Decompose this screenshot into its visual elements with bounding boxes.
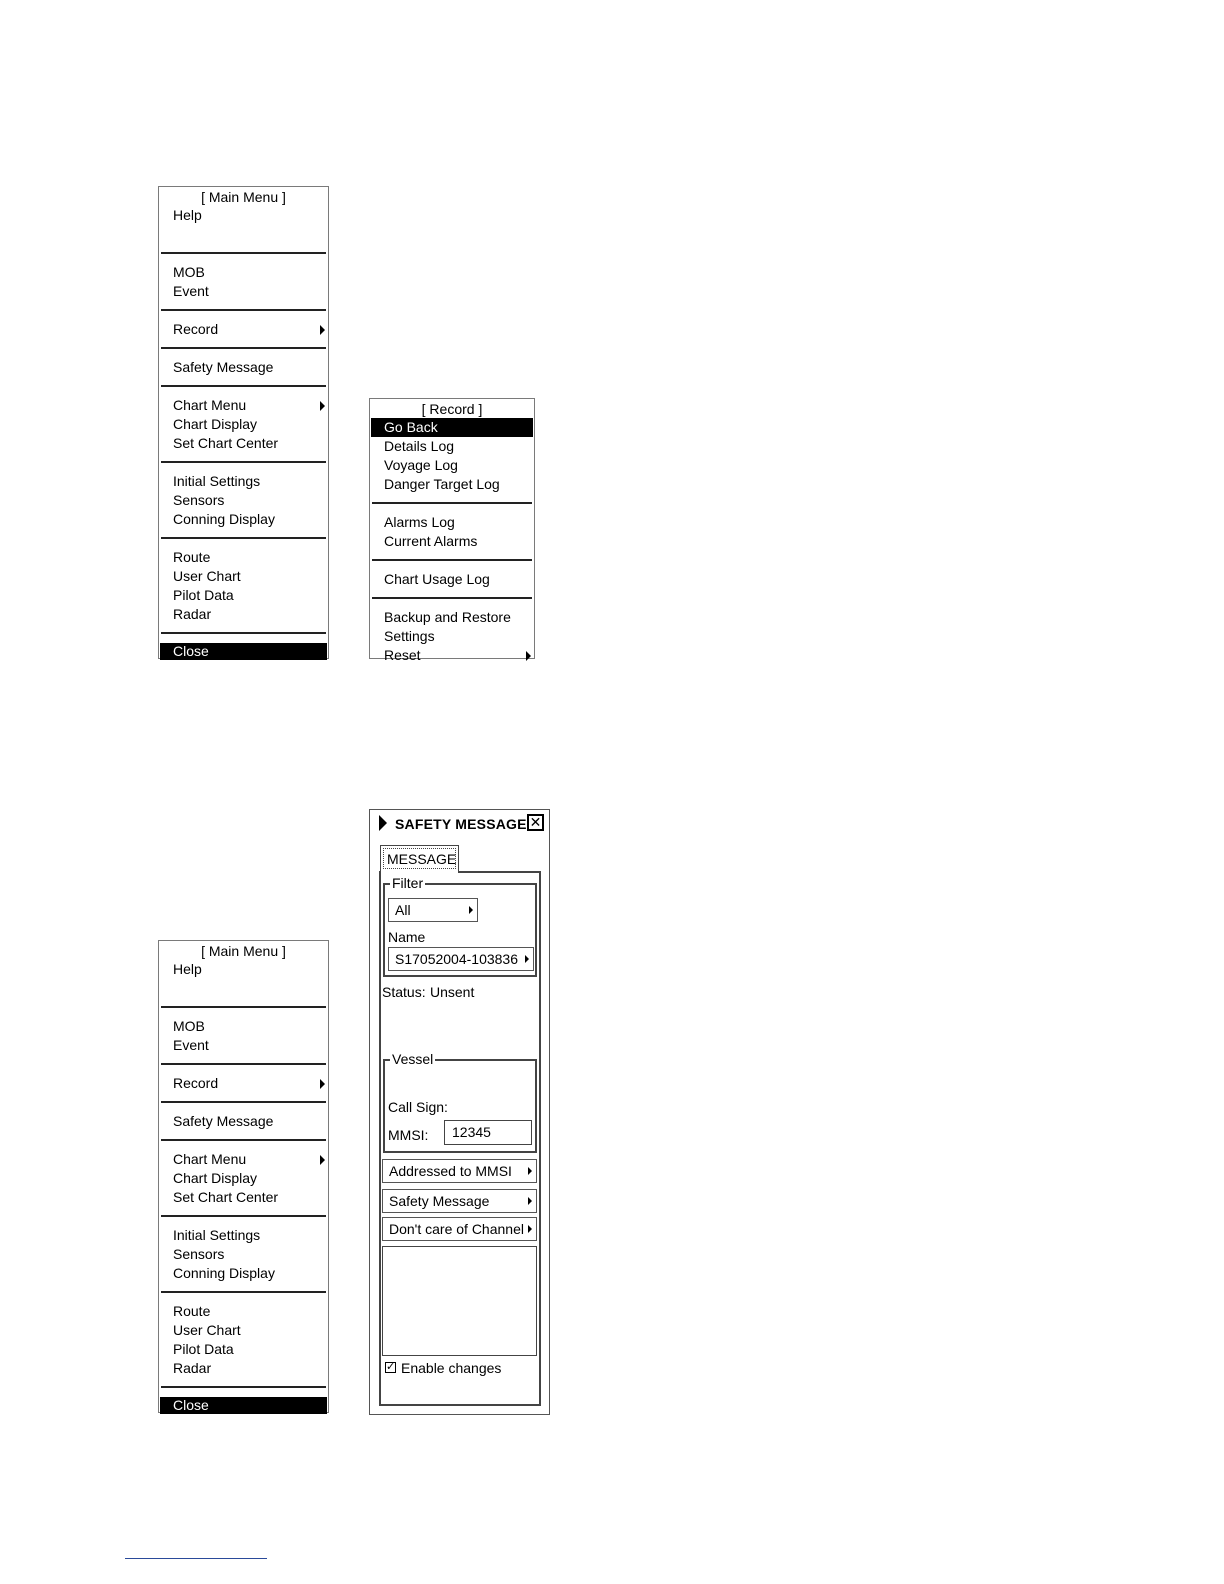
call-sign-label: Call Sign: — [388, 1099, 448, 1115]
dropdown-arrow-icon — [528, 1197, 532, 1205]
menu-item-danger-target-log[interactable]: Danger Target Log — [384, 476, 500, 492]
message-type-select[interactable] — [382, 1189, 537, 1213]
menu-item-record[interactable] — [159, 1074, 328, 1093]
enable-changes-checkbox[interactable]: ✓ — [386, 1361, 396, 1373]
menu-item-help[interactable]: Help — [173, 961, 202, 977]
submenu-arrow-icon — [526, 651, 531, 661]
main-menu-title: [ Main Menu ] — [201, 189, 286, 205]
dropdown-arrow-icon — [528, 1225, 532, 1233]
menu-item-record-label: Record — [173, 321, 219, 337]
status-label: Status: — [382, 984, 426, 1000]
record-menu — [369, 398, 535, 663]
channel-value: Don't care of Channel — [389, 1221, 524, 1237]
menu-item-chart-menu-label: Chart Menu — [173, 1151, 247, 1167]
status-value: Unsent — [430, 984, 475, 1000]
mmsi-label: MMSI: — [388, 1127, 429, 1143]
menu-item-help[interactable]: Help — [173, 207, 202, 223]
menu-divider — [372, 559, 532, 561]
main-menu-title: [ Main Menu ] — [201, 943, 286, 959]
menu-item-conning-display[interactable]: Conning Display — [173, 1265, 275, 1281]
menu-divider — [161, 252, 326, 254]
footer-rule — [125, 1558, 267, 1559]
menu-divider — [161, 461, 326, 463]
name-select[interactable] — [388, 947, 534, 971]
menu-item-radar[interactable]: Radar — [173, 1360, 212, 1376]
name-label: Name — [388, 929, 426, 945]
filter-label: Filter — [392, 875, 424, 891]
menu-item-go-back[interactable]: Go Back — [371, 418, 533, 437]
menu-item-pilot-data[interactable]: Pilot Data — [173, 1341, 234, 1357]
menu-item-backup-and-restore[interactable]: Backup and Restore — [384, 609, 511, 625]
message-type-value: Safety Message — [389, 1193, 490, 1209]
message-text-area[interactable] — [382, 1246, 537, 1356]
menu-item-sensors[interactable]: Sensors — [173, 492, 225, 508]
menu-item-conning-display[interactable]: Conning Display — [173, 511, 275, 527]
record-menu-title: [ Record ] — [421, 401, 483, 417]
menu-divider — [161, 632, 326, 634]
menu-item-event[interactable]: Event — [173, 1037, 209, 1053]
filter-select-value: All — [395, 902, 411, 918]
message-panel — [379, 871, 541, 1406]
vessel-label: Vessel — [392, 1051, 434, 1067]
menu-item-chart-usage-log[interactable]: Chart Usage Log — [384, 571, 490, 587]
menu-item-mob[interactable]: MOB — [173, 1018, 205, 1034]
menu-item-settings[interactable]: Settings — [384, 628, 435, 644]
dialog-title — [379, 815, 527, 832]
menu-item-event[interactable]: Event — [173, 283, 209, 299]
menu-item-initial-settings[interactable]: Initial Settings — [173, 1227, 261, 1243]
menu-item-pilot-data[interactable]: Pilot Data — [173, 587, 234, 603]
menu-divider — [161, 1139, 326, 1141]
submenu-arrow-icon — [320, 401, 325, 411]
addressed-to-mmsi-select[interactable] — [382, 1159, 537, 1183]
menu-item-set-chart-center[interactable]: Set Chart Center — [173, 435, 279, 451]
menu-item-user-chart[interactable]: User Chart — [173, 1322, 241, 1338]
menu-divider — [161, 537, 326, 539]
menu-item-chart-display[interactable]: Chart Display — [173, 416, 258, 432]
menu-item-current-alarms[interactable]: Current Alarms — [384, 533, 478, 549]
menu-divider — [161, 1215, 326, 1217]
menu-item-sensors[interactable]: Sensors — [173, 1246, 225, 1262]
menu-item-voyage-log[interactable]: Voyage Log — [384, 457, 458, 473]
menu-item-record[interactable] — [159, 320, 328, 339]
menu-item-reset-label: Reset — [384, 647, 421, 663]
menu-divider — [161, 385, 326, 387]
menu-divider — [161, 1063, 326, 1065]
dropdown-arrow-icon — [469, 906, 473, 914]
main-menu-top — [158, 186, 329, 659]
safety-message-dialog — [369, 809, 550, 1415]
name-select-value: S17052004-103836 — [395, 951, 519, 967]
menu-item-reset[interactable] — [370, 646, 534, 665]
enable-changes-label: Enable changes — [401, 1360, 502, 1376]
menu-divider — [372, 597, 532, 599]
menu-item-close[interactable]: Close — [160, 643, 327, 660]
close-icon[interactable]: ✕ — [527, 814, 544, 831]
filter-group — [383, 875, 537, 977]
mmsi-input[interactable]: 12345 — [444, 1120, 532, 1145]
menu-item-chart-menu-label: Chart Menu — [173, 397, 247, 413]
menu-divider — [161, 1101, 326, 1103]
menu-divider — [161, 347, 326, 349]
submenu-arrow-icon — [320, 325, 325, 335]
menu-item-close[interactable]: Close — [160, 1397, 327, 1414]
submenu-arrow-icon — [320, 1079, 325, 1089]
menu-divider — [372, 502, 532, 504]
menu-divider — [161, 1386, 326, 1388]
menu-item-chart-menu[interactable] — [159, 1150, 328, 1169]
menu-item-initial-settings[interactable]: Initial Settings — [173, 473, 261, 489]
dropdown-arrow-icon — [528, 1167, 532, 1175]
channel-select[interactable] — [382, 1217, 537, 1241]
submenu-arrow-icon — [320, 1155, 325, 1165]
menu-item-user-chart[interactable]: User Chart — [173, 568, 241, 584]
menu-divider — [161, 309, 326, 311]
menu-item-set-chart-center[interactable]: Set Chart Center — [173, 1189, 279, 1205]
menu-item-alarms-log[interactable]: Alarms Log — [384, 514, 455, 530]
tab-message-label: MESSAGE — [383, 848, 456, 869]
vessel-group — [383, 1051, 537, 1153]
menu-item-details-log[interactable]: Details Log — [384, 438, 455, 454]
menu-divider — [161, 1006, 326, 1008]
dialog-title-text: SAFETY MESSAGE — [395, 816, 527, 832]
filter-select[interactable] — [388, 898, 478, 922]
menu-item-safety-message[interactable]: Safety Message — [173, 359, 274, 375]
menu-item-chart-display[interactable]: Chart Display — [173, 1170, 258, 1186]
dropdown-arrow-icon — [525, 955, 529, 963]
menu-item-route[interactable]: Route — [173, 1303, 211, 1319]
addressed-to-mmsi-value: Addressed to MMSI — [389, 1163, 512, 1179]
menu-item-radar[interactable]: Radar — [173, 606, 212, 622]
menu-item-mob[interactable]: MOB — [173, 264, 205, 280]
menu-divider — [161, 1291, 326, 1293]
play-triangle-icon — [379, 815, 387, 831]
menu-item-safety-message[interactable]: Safety Message — [173, 1113, 274, 1129]
tab-message[interactable] — [380, 845, 459, 873]
menu-item-record-label: Record — [173, 1075, 219, 1091]
menu-item-chart-menu[interactable] — [159, 396, 328, 415]
main-menu-bottom — [158, 940, 329, 1413]
menu-item-route[interactable]: Route — [173, 549, 211, 565]
